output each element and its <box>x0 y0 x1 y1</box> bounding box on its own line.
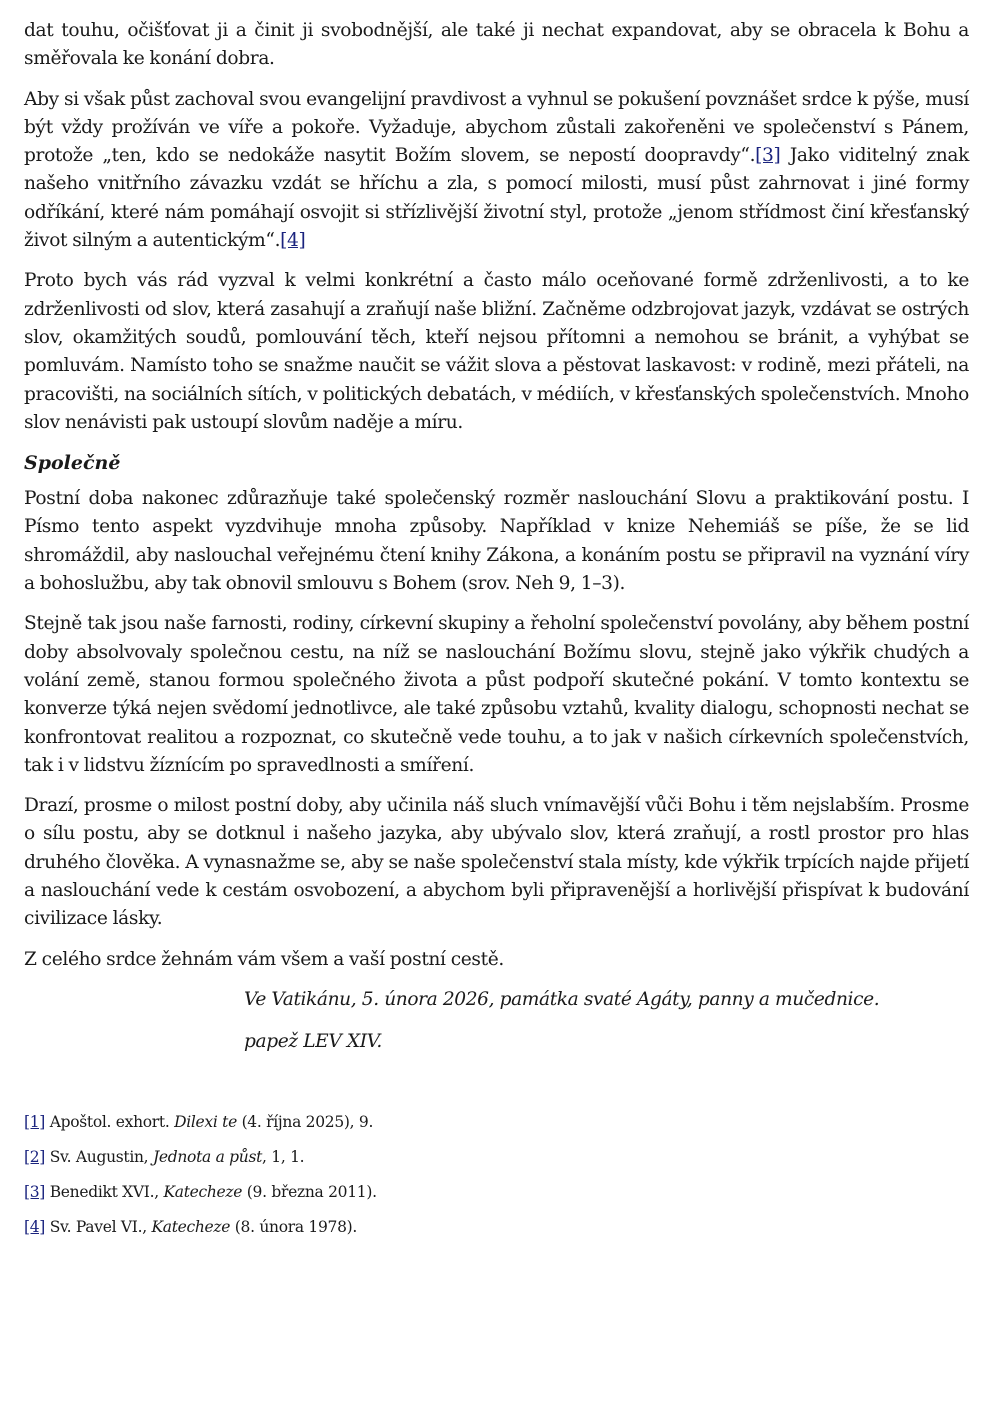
footnote-title: Dilexi te <box>174 1112 237 1131</box>
footnote-item <box>24 1145 969 1169</box>
paragraph-prayer: Drazí, prosme o milost postní doby, aby učinila náš sluch vnímavější vůči Bohu i těm nejslabším. Prosme o sílu postu, aby se dotknul i našeho jazyka, aby ubývalo slov, která zraňují, a rostl prostor pro hlas druhého člověka. A vynasnažme se, aby se naše společenství stala místy, kde výkřik trpících najde přijetí a naslouchání vede k cestám osvobození, a abychom byli připravenější a horlivější přispívat k budování civilizace lásky. <box>24 795 969 930</box>
paragraph-evangelical-fasting <box>24 86 969 256</box>
footnote-item <box>24 1215 969 1239</box>
footnotes-list <box>24 1110 969 1239</box>
footnote-backlink-2[interactable]: [2] <box>24 1147 46 1166</box>
footnote-ref-3[interactable]: [3] <box>755 145 781 167</box>
paragraph-continuation <box>24 17 969 74</box>
paragraph-parishes: Stejně tak jsou naše farnosti, rodiny, církevní skupiny a řeholní společenství povolány, aby během postní doby absolvovaly společnou cestu, na níž se naslouchání Božímu slovu, stejně jako výkřik chudých a volání země, stanou formou společného života a půst podpoří skutečné pokání. V tomto kontextu se konverze týká nejen svědomí jednotlivce, ale také způsobu vztahů, kvality dialogu, schopnosti nechat se konfrontovat realitou a rozpoznat, co skutečně vede touhu, a to jak v našich církevních společenstvích, tak i v lidstvu žíznícím po spravedlnosti a smíření. <box>24 613 969 776</box>
signature-place-date: Ve Vatikánu, 5. února 2026, památka svaté Agáty, panny a mučednice. <box>244 988 880 1010</box>
footnote-title: Jednota a půst <box>152 1147 263 1166</box>
paragraph-text: Aby si však půst zachoval svou evangelijní pravdivost a vyhnul se pokušení povznášet srdce k pýše, musí být vždy prožíván ve víře a pokoře. Vyžaduje, abychom zůstali zakořeněni ve společenství s Pánem, protože „ten, kdo se nedokáže nasytit Božím slovem, se nepostí doopravdy“. <box>24 88 969 167</box>
footnote-ref-4[interactable]: [4] <box>280 230 306 252</box>
footnote-title: Katecheze <box>151 1217 231 1236</box>
footnote-text: Apoštol. exhort. <box>45 1112 175 1131</box>
footnote-item <box>24 1110 969 1134</box>
paragraph-restraint-of-words <box>24 267 969 437</box>
paragraph-blessing: Z celého srdce žehnám vám všem a vaší postní cestě. <box>24 948 504 970</box>
footnote-item <box>24 1180 969 1204</box>
signature-author: papež LEV XIV. <box>244 1030 382 1052</box>
footnote-title: Katecheze <box>163 1182 243 1201</box>
footnote-text: , 1, 1. <box>262 1147 305 1166</box>
section-heading: Společně <box>24 452 121 475</box>
paragraph-text: dat touhu, očišťovat ji a činit ji svobodnější, ale také ji nechat expandovat, aby se obracela k Bohu a směřovala ke konání dobra. <box>24 20 969 70</box>
footnote-text: (4. října 2025), 9. <box>236 1112 374 1131</box>
footnote-backlink-1[interactable]: [1] <box>24 1112 46 1131</box>
paragraph-social-dimension: Postní doba nakonec zdůrazňuje také společenský rozměr naslouchání Slovu a praktikování postu. I Písmo tento aspekt vyzdvihuje mnoha způsoby. Například v knize Nehemiáš se píše, že se lid shromáždil, aby naslouchal veřejnému čtení knihy Zákona, a konáním postu se připravil na vyznání víry a bohoslužbu, aby tak obnovil smlouvu s Bohem (srov. Neh 9, 1–3). <box>24 488 969 595</box>
footnote-backlink-3[interactable]: [3] <box>24 1182 46 1201</box>
footnote-text: Sv. Pavel VI., <box>45 1217 152 1236</box>
paragraph-text: Jako viditelný znak našeho vnitřního závazku vzdát se hříchu a zla, s pomocí milosti, musí půst zahrnovat i jiné formy odříkání, které nám pomáhají osvojit si střízlivější životní styl, protože „jenom střídmost činí křesťanský život silným a autentickým“. <box>24 145 969 252</box>
footnote-text: Sv. Augustin, <box>45 1147 153 1166</box>
footnote-text: (8. února 1978). <box>230 1217 358 1236</box>
paragraph-text: Proto bych vás rád vyzval k velmi konkrétní a často málo oceňované formě zdrženlivosti, a to ke zdrženlivosti od slov, která zasahují a zraňují naše bližní. Začněme odzbrojovat jazyk, vzdávat se ostrých slov, okamžitých soudů, pomlouvání těch, kteří nejsou přítomni a nemohou se bránit, a vyhýbat se pomluvám. Namísto toho se snažme naučit se vážit slova a pěstovat laskavost: v rodině, mezi přáteli, na pracovišti, na sociálních sítích, v politických debatách, v médiích, v křesťanských společenstvích. Mnoho slov nenávisti pak ustoupí slovům naděje a míru. <box>24 270 969 433</box>
footnote-text: (9. března 2011). <box>242 1182 377 1201</box>
footnote-backlink-4[interactable]: [4] <box>24 1217 46 1236</box>
footnote-text: Benedikt XVI., <box>45 1182 164 1201</box>
signature-block <box>244 986 969 1056</box>
